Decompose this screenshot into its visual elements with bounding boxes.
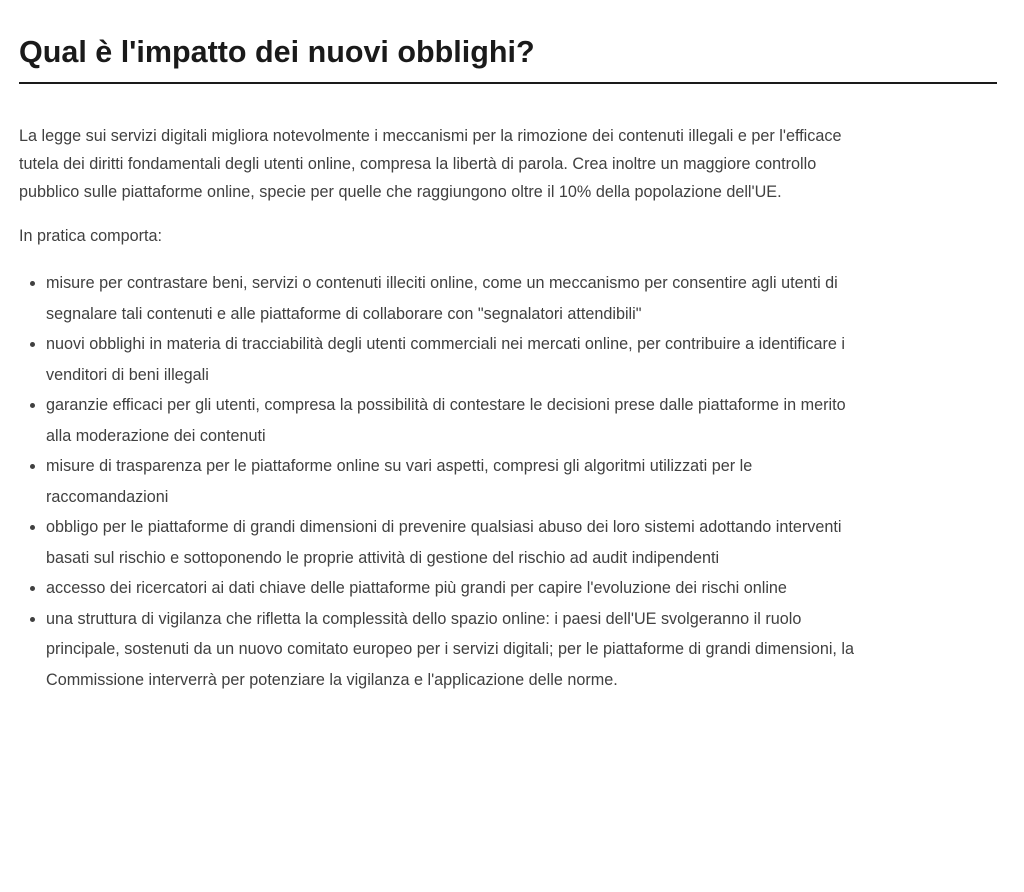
list-item-text: misure di trasparenza per le piattaforme online su vari aspetti, compresi gli algoritmi utilizzati per le raccomandazioni xyxy=(46,457,753,506)
list-item xyxy=(19,451,859,512)
list-item xyxy=(19,573,859,604)
page-title: Qual è l'impatto dei nuovi obblighi? xyxy=(19,35,535,69)
intro-paragraph: La legge sui servizi digitali migliora notevolmente i meccanismi per la rimozione dei contenuti illegali e per l'efficace tutela dei diritti fondamentali degli utenti online, compresa la libertà di parola. Crea inoltre un maggiore controllo pubblico sulle piattaforme online, specie per quelle che raggiungono oltre il 10% della popolazione dell'UE. xyxy=(19,127,842,201)
bullet-icon xyxy=(30,342,35,347)
list-item xyxy=(19,329,859,390)
list-item-text: obbligo per le piattaforme di grandi dimensioni di prevenire qualsiasi abuso dei loro sistemi adottando interventi basati sul rischio e sottoponendo le proprie attività di gestione del rischio ad audit indipendenti xyxy=(46,518,842,567)
lead-paragraph: In pratica comporta: xyxy=(19,227,163,245)
list-item xyxy=(19,390,859,451)
list-item-text: misure per contrastare beni, servizi o contenuti illeciti online, come un meccanismo per consentire agli utenti di segnalare tali contenuti e alle piattaforme di collaborare con "segnalatori attendibili" xyxy=(46,274,838,323)
bullet-icon xyxy=(30,281,35,286)
obligations-list xyxy=(19,268,859,695)
bullet-icon xyxy=(30,525,35,530)
list-item xyxy=(19,604,859,696)
bullet-icon xyxy=(30,586,35,591)
list-item-text: accesso dei ricercatori ai dati chiave delle piattaforme più grandi per capire l'evoluzione dei rischi online xyxy=(46,579,787,597)
bullet-icon xyxy=(30,464,35,469)
list-item xyxy=(19,268,859,329)
list-item-text: nuovi obblighi in materia di tracciabilità degli utenti commerciali nei mercati online, per contribuire a identificare i venditori di beni illegali xyxy=(46,335,845,384)
bullet-icon xyxy=(30,403,35,408)
title-divider xyxy=(19,82,997,84)
list-item-text: una struttura di vigilanza che rifletta la complessità dello spazio online: i paesi dell'UE svolgeranno il ruolo principale, sostenuti da un nuovo comitato europeo per i servizi digitali; per le piattaforme di grandi dimensioni, la Commissione interverrà per potenziare la vigilanza e l'applicazione delle norme. xyxy=(46,609,855,689)
bullet-icon xyxy=(30,617,35,622)
list-item-text: garanzie efficaci per gli utenti, compresa la possibilità di contestare le decisioni prese dalle piattaforme in merito alla moderazione dei contenuti xyxy=(46,396,846,445)
list-item xyxy=(19,512,859,573)
